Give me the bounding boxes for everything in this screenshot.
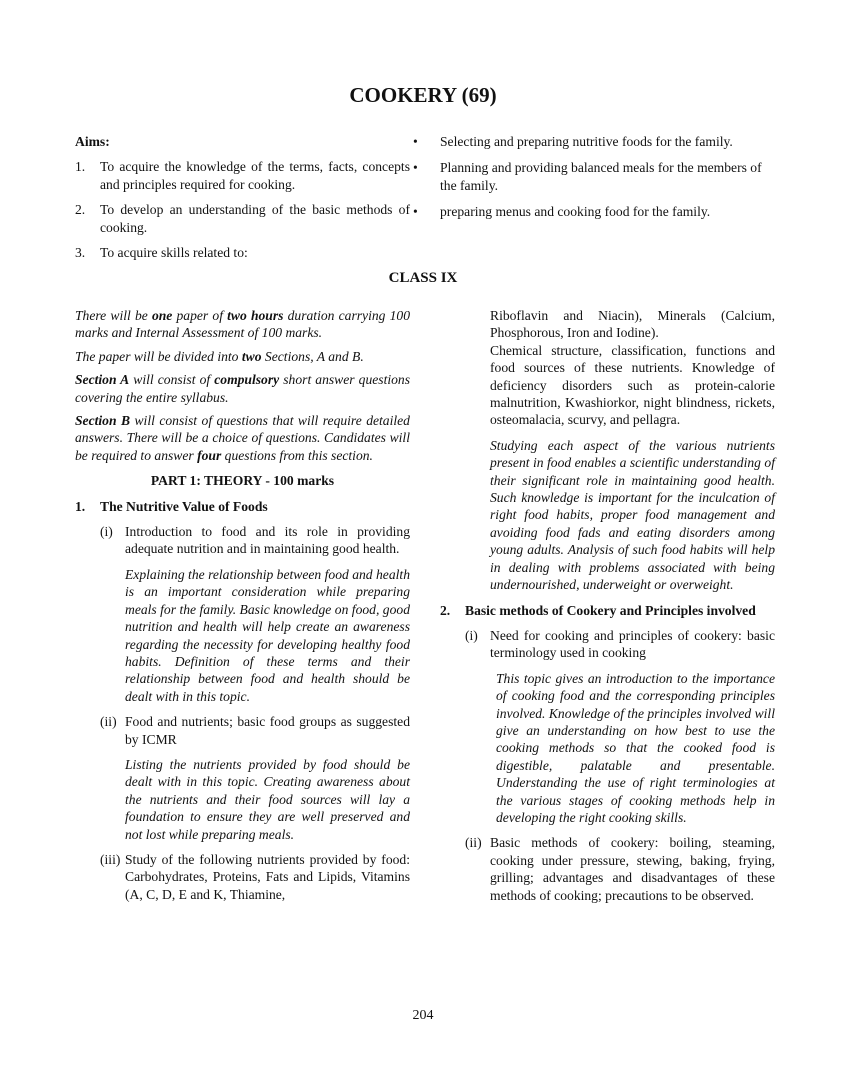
aim-item: 3. To acquire skills related to: — [75, 245, 248, 261]
aims-bullets — [413, 133, 775, 230]
right-column — [440, 307, 775, 904]
intro-paragraph: There will be one paper of two hours duration carrying 100 marks and Internal Assessment of 100 marks. — [75, 308, 410, 341]
page-number: 204 — [412, 1008, 434, 1023]
subtopic-note: Studying each aspect of the various nutrients present in food enables a scientific understanding of their significant role in maintaining good health. Such knowledge is important for the inculcation of right food habits, proper food management and avoiding food fads and eating disorders among young adults. Analysis of such food habits will help in dealing with problems associated with being undernourished, underweight or overweight. — [490, 437, 775, 593]
subtopic-note: This topic gives an introduction to the importance of cooking food and the corresponding principles involved. Knowledge of the principles involved will give an understanding on how best to use the cooking methods so that the cooked food is digestible, palatable and presentable. Understanding the use of right terminologies at the various stages of cooking methods help in developing the right cooking skills. — [496, 670, 775, 825]
aims-heading: Aims: — [75, 134, 110, 149]
subtopic: (ii) Basic methods of cookery: boiling, steaming, cooking under pressure, stewing, baking, frying, grilling; advantages and disadvantages of these methods of cooking; precautions to be observed. — [465, 835, 775, 903]
subtopic-note: Explaining the relationship between food and health is an important consideration while preparing meals for the family. Basic knowledge on food, good nutrition and health will help create an awareness regarding the necessity for developing healthy food habits. Definition of these terms and their relationship between food and health should be dealt with in this topic. — [125, 566, 410, 704]
subtopic-note: Listing the nutrients provided by food should be dealt with in this topic. Creating awareness about the nutrients and their food sources will lay a foundation to ensure they are well preserved and not lost while preparing meals. — [125, 756, 410, 842]
subtopic-continued: Chemical structure, classification, functions and food sources of these nutrients. Knowledge of deficiency disorders such as protein-calorie malnutrition, Kwashiorkor, night blindness, rickets, osteomalacia, scurvy, and pellagra. — [490, 342, 775, 428]
subtopic: (i) Need for cooking and principles of cookery: basic terminology used in cooking — [465, 627, 775, 661]
page-title: COOKERY (69) — [349, 83, 497, 107]
topic-heading: 2. Basic methods of Cookery and Principles involved — [440, 602, 756, 618]
left-column — [75, 307, 410, 903]
bullet-item: • Planning and providing balanced meals for the members of the family. — [413, 160, 762, 193]
intro-paragraph: Section B will consist of questions that will require detailed answers. There will be a choice of questions. Candidates will be required to answer four questions from this section. — [75, 413, 410, 463]
intro-paragraph: The paper will be divided into two Sections, A and B. — [75, 348, 364, 364]
topic-heading: 1. The Nutritive Value of Foods — [75, 498, 268, 514]
subtopic-continued: Riboflavin and Niacin), Minerals (Calcium, Phosphorous, Iron and Iodine). — [490, 308, 775, 341]
bullet-item: • Selecting and preparing nutritive foods for the family. — [413, 134, 733, 149]
class-heading: CLASS IX — [388, 270, 458, 286]
bullet-item: • preparing menus and cooking food for the family. — [413, 204, 711, 220]
aim-item: 2. To develop an understanding of the basic methods of cooking. — [75, 202, 410, 235]
subtopic: (iii) Study of the following nutrients provided by food: Carbohydrates, Proteins, Fats and Lipids, Vitamins (A, C, D, E and K, Thiamine, — [100, 851, 410, 902]
subtopic: (i) Introduction to food and its role in providing adequate nutrition and in maintaining good health. — [100, 524, 410, 557]
subtopic: (ii) Food and nutrients; basic food groups as suggested by ICMR — [100, 714, 410, 747]
aim-item: 1. To acquire the knowledge of the terms, facts, concepts and principles required for cooking. — [75, 159, 410, 192]
part-heading: PART 1: THEORY - 100 marks — [150, 473, 335, 489]
aims-section — [75, 133, 410, 261]
intro-paragraph: Section A will consist of compulsory short answer questions covering the entire syllabus. — [75, 372, 411, 405]
